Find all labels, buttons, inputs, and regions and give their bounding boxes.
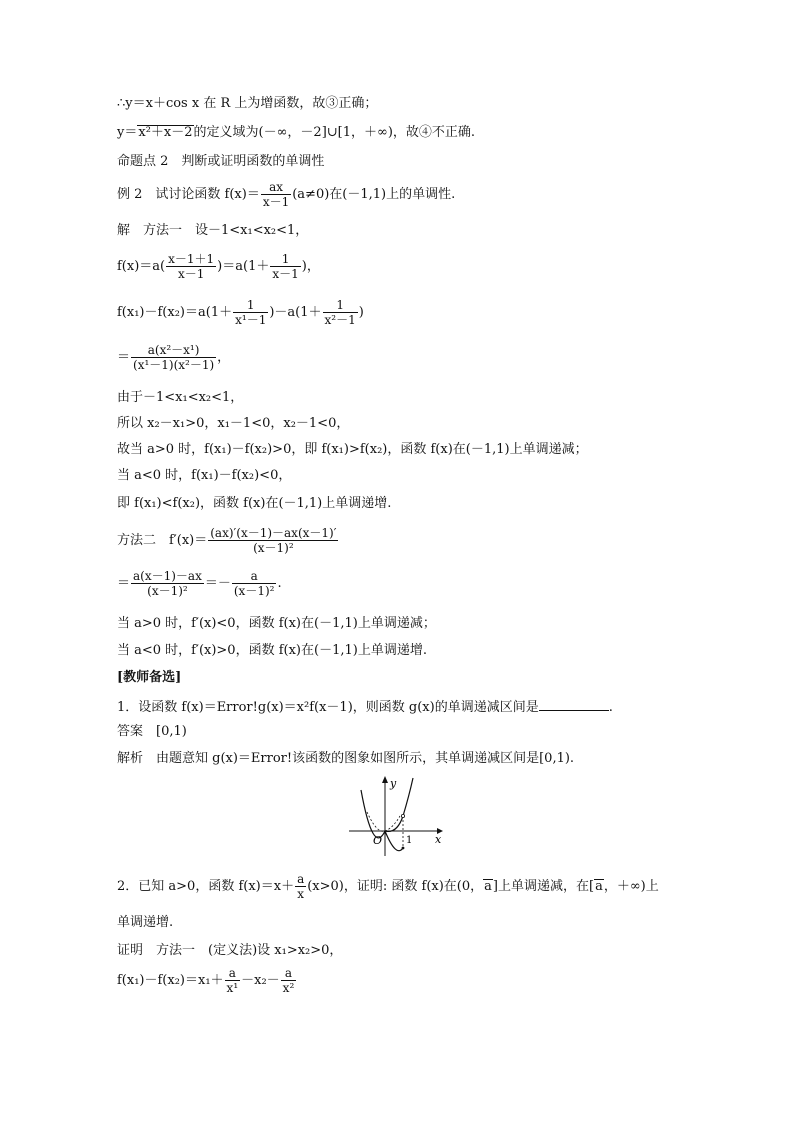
fraction: $\frac{x-1+1}{x-1}$ xyxy=(168,252,215,281)
closed-point xyxy=(402,847,405,850)
fraction: $\frac{a(x-1)-ax}{\text{(x－1)²}}$ xyxy=(133,569,202,598)
teacher-selection-heading: [教师备选] xyxy=(117,670,182,685)
analysis-line: 解析 由题意知 g(x)＝Error!该函数的图象如图所示，其单调递减区间是[0,1). xyxy=(117,751,575,766)
open-point xyxy=(401,814,404,817)
text-line: 单调递增. xyxy=(117,915,174,930)
fraction: $\frac{a}{\text{x²}}$ xyxy=(282,966,295,995)
fraction: $\frac{(ax)'(x-1)-ax(x-1)'}{\text{(x－1)²}}$ xyxy=(210,526,337,555)
origin-label: O xyxy=(373,834,383,847)
text-line: 当 a>0 时，f′(x)<0，函数 f(x)在(－1,1)上单调递减； xyxy=(117,616,436,631)
proof-line: 证明 方法一 (定义法)设 x₁>x₂>0， xyxy=(117,943,343,958)
formula-line-method-2: 方法二 f′(x)＝ $\frac{(ax)'(x-1)-ax(x-1)'}{\text{(x－1)²}}$ xyxy=(117,526,337,555)
formula-line: f(x₁)－f(x₂)＝x₁＋ $\frac{a}{\text{x¹}}$ －x₂－ $\frac{a}{\text{x²}}$ xyxy=(117,966,295,995)
formula-line: f(x)＝a( $\frac{x-1+1}{x-1}$ )＝a(1＋ $\frac{1}{x-1}$ )， xyxy=(117,252,320,281)
text-line: 由于－1<x₁<x₂<1， xyxy=(117,390,244,405)
formula-line: f(x₁)－f(x₂)＝a(1＋ $\frac{1}{\text{x¹－1}}$ )－a(1＋ $\frac{1}{\text{x²－1}}$ ) xyxy=(117,298,364,327)
formula-line: ＝ $\frac{\text{a(x²－x¹)}}{\text{(x¹－1)(x²－1)}}$ ， xyxy=(117,343,231,372)
fraction: $\frac{a}{x}$ xyxy=(297,872,305,901)
x-axis-label: x xyxy=(435,833,442,846)
fraction: $\frac{1}{x-1}$ xyxy=(272,252,299,281)
fraction: $\frac{1}{\text{x¹－1}}$ xyxy=(235,298,267,327)
sqrt-a: a xyxy=(595,879,603,894)
text-line: 当 a<0 时，f′(x)>0，函数 f(x)在(－1,1)上单调递增. xyxy=(117,643,427,658)
section-heading: 命题点 2 判断或证明函数的单调性 xyxy=(117,154,325,169)
text-line-domain: y＝x²＋x－2的定义域为(－∞，－2]∪[1，＋∞)，故④不正确. xyxy=(117,125,476,140)
question-2: 2．已知 a>0，函数 f(x)＝x＋ $\frac{a}{x}$ (x>0)，证明: 函数 f(x)在(0，a]上单调递减，在[a，＋∞)上 xyxy=(117,872,659,901)
answer-line: 答案 [0,1) xyxy=(117,724,187,739)
formula-line: ＝ $\frac{a(x-1)-ax}{\text{(x－1)²}}$ ＝－ $\frac{a}{\text{(x－1)²}}$ . xyxy=(117,569,282,598)
y-axis-arrow-icon xyxy=(382,776,388,783)
function-graph xyxy=(345,776,445,858)
y-axis-label: y xyxy=(390,777,397,790)
sqrt-expression: x²＋x－2 xyxy=(138,125,193,140)
tick-label-one: 1 xyxy=(406,835,413,846)
fraction: $\frac{a}{\text{x¹}}$ xyxy=(226,966,239,995)
text-line: 故当 a>0 时，f(x₁)－f(x₂)>0，即 f(x₁)>f(x₂)，函数 f(x)在(－1,1)上单调递减； xyxy=(117,442,588,457)
text-line: ∴y＝x＋cos x 在 R 上为增函数，故③正确； xyxy=(117,96,378,111)
text-line: 即 f(x₁)<f(x₂)，函数 f(x)在(－1,1)上单调递增. xyxy=(117,496,392,511)
text-line: 所以 x₂－x₁>0，x₁－1<0，x₂－1<0， xyxy=(117,416,350,431)
text-line: 解 方法一 设－1<x₁<x₂<1， xyxy=(117,223,309,238)
middle-curve xyxy=(385,831,403,851)
example-2-statement: 例 2 试讨论函数 f(x)＝ $\frac{ax}{x-1}$ (a≠0)在(－1,1)上的单调性. xyxy=(117,180,456,209)
fraction: $\frac{ax}{x-1}$ xyxy=(262,180,290,209)
fraction: $\frac{a}{\text{(x－1)²}}$ xyxy=(233,569,275,598)
answer-blank xyxy=(539,697,609,711)
question-1: 1．设函数 f(x)＝Error!g(x)＝x²f(x－1)，则函数 g(x)的单调递减区间是 . xyxy=(117,697,613,716)
fraction: $\frac{\text{a(x²－x¹)}}{\text{(x¹－1)(x²－1)}}$ xyxy=(133,343,215,372)
sqrt-a: a xyxy=(484,879,492,894)
text-line: 当 a<0 时，f(x₁)－f(x₂)<0， xyxy=(117,468,292,483)
fraction: $\frac{1}{\text{x²－1}}$ xyxy=(324,298,356,327)
